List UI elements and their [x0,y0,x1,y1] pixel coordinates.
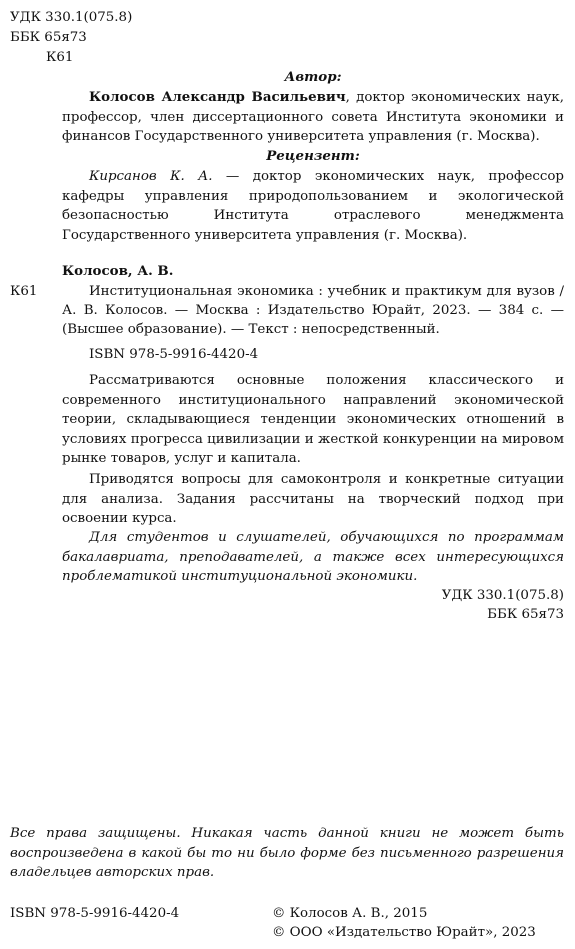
bib-author-sign: К61 [10,284,38,299]
bib-line-2: А. В. Колосов. — Москва : Издательство Юрайт, 2023. — 384 с. — [62,303,564,318]
author-description: , доктор экономических наук, профессор, член диссертационного совета Института экономики и финансов Государственного университета управления (г. Москва). [62,90,564,145]
udk-code-right: УДК 330.1(075.8) [441,588,564,603]
reviewer-paragraph [62,167,564,245]
udk-code: УДК 330.1(075.8) [10,10,133,25]
bib-author-heading: Колосов, А. В. [62,263,174,279]
bib-isbn: ISBN 978-5-9916-4420-4 [89,347,259,362]
abstract-paragraph-1: Рассматриваются основные положения классического и современного институционального направлений экономической теории, складывающиеся тенденции экономических отношений в условиях прогресса цивилизации и жесткой конкуренции на мировом рынке товаров, услуг и капитала. [62,373,564,467]
bib-line-1: Институциональная экономика : учебник и практикум для вузов / [89,284,564,299]
copyright-publisher: © ООО «Издательство Юрайт», 2023 [272,925,536,940]
reviewer-heading: Рецензент: [266,148,360,164]
rights-notice: Все права защищены. Никакая часть данной книги не может быть воспроизведена в какой бы то ни было форме без письменного разрешения владельцев авторских прав. [10,826,564,881]
reviewer-description: — доктор экономических наук, профессор кафедры управления природопользованием и экологической безопасностью Института отраслевого менеджмента Государственного университета управления (г. Москва). [62,169,565,243]
copyright-author: © Колосов А. В., 2015 [272,906,428,921]
reviewer-name: Кирсанов К. А. [89,169,213,184]
bbk-code: ББК 65я73 [10,30,87,45]
author-sign: К61 [46,50,74,65]
author-name: Колосов Александр Васильевич [89,89,346,105]
footer-isbn: ISBN 978-5-9916-4420-4 [10,906,180,921]
bib-line-3: (Высшее образование). — Текст : непосредственный. [62,322,440,337]
abstract-audience: Для студентов и слушателей, обучающихся по программам бакалавриата, преподавателей, а также всех интересующихся проблематикой институциональной экономики. [62,530,564,585]
abstract-paragraph-2: Приводятся вопросы для самоконтроля и конкретные ситуации для анализа. Задания рассчитаны на творческий подход при освоении курса. [62,472,564,527]
bbk-code-right: ББК 65я73 [487,607,564,622]
author-heading: Автор: [284,69,342,85]
author-paragraph [62,88,564,147]
